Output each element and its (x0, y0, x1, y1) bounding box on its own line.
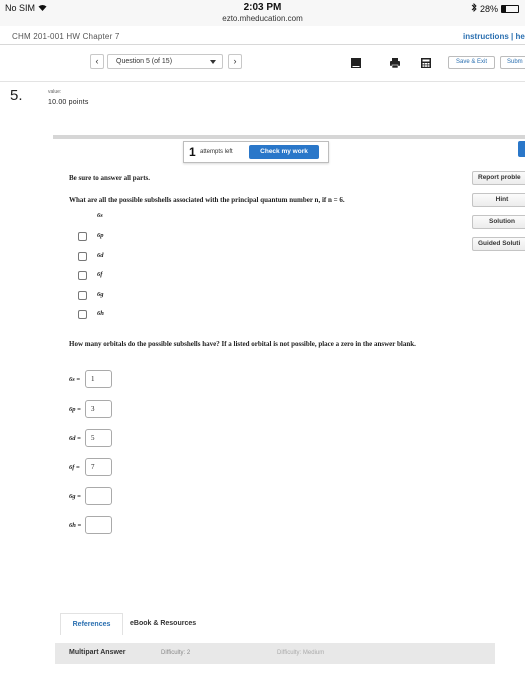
question-select-value: Question 5 (of 15) (116, 58, 173, 65)
option-label: 6d (97, 252, 104, 259)
carrier-label: No SIM (5, 3, 47, 13)
checkbox[interactable] (78, 271, 87, 280)
instructions-link[interactable]: instructions | he (463, 32, 525, 41)
check-my-work-button[interactable]: Check my work (249, 145, 319, 159)
guided-solution-button[interactable]: Guided Soluti (472, 237, 525, 251)
answer-input[interactable]: 3 (85, 400, 112, 418)
answer-label: 6d = (69, 435, 81, 442)
option-label: 6p (97, 232, 104, 239)
answer-label: 6h = (69, 522, 82, 529)
report-problem-button[interactable]: Report proble (472, 171, 525, 185)
answer-input[interactable]: 7 (85, 458, 112, 476)
course-title: CHM 201-001 HW Chapter 7 (12, 32, 120, 41)
tab-ebook-resources[interactable]: eBook & Resources (130, 620, 197, 627)
question-1-text: What are all the possible subshells associated with the principal quantum number n, if n = 6. (69, 196, 345, 204)
checkbox[interactable] (78, 252, 87, 261)
answer-label: 6p = (69, 406, 81, 413)
question-2-text: How many orbitals do the possible subshells have? If a listed orbital is not possible, place a zero in the answer blank. (69, 340, 416, 348)
battery-status (471, 3, 519, 14)
toolbar-divider (0, 81, 525, 82)
difficulty-level: Difficulty: 2 (161, 650, 191, 656)
previous-question-button[interactable]: ‹ (90, 54, 104, 69)
battery-icon (501, 5, 519, 13)
question-select[interactable] (107, 54, 223, 69)
value-label: value: (48, 89, 62, 95)
answer-input[interactable]: 1 (85, 370, 112, 388)
status-time: 2:03 PM (243, 2, 282, 13)
page-url[interactable]: ezto.mheducation.com (222, 14, 303, 23)
answer-label: 6s = (69, 376, 81, 383)
attempts-label: attempts left (200, 149, 233, 155)
attempts-panel (183, 141, 329, 163)
question-info-bar (55, 643, 495, 664)
checkbox[interactable] (78, 232, 87, 241)
option-label: 6s (97, 212, 103, 219)
hint-button[interactable]: Hint (472, 193, 525, 207)
battery-percent: 28% (479, 3, 498, 14)
notepad-icon[interactable] (350, 56, 362, 68)
bluetooth-icon (471, 3, 477, 14)
option-label: 6h (97, 310, 104, 317)
side-panel-tab[interactable] (518, 141, 525, 157)
attempts-count: 1 (189, 145, 196, 159)
submit-button[interactable]: Subm (500, 56, 525, 69)
next-question-button[interactable]: › (228, 54, 242, 69)
save-exit-button[interactable]: Save & Exit (448, 56, 495, 69)
chevron-down-icon (210, 60, 216, 64)
checkbox[interactable] (78, 310, 87, 319)
answer-input[interactable] (85, 487, 112, 505)
instruction-text: Be sure to answer all parts. (69, 174, 151, 182)
answer-label: 6g = (69, 493, 81, 500)
answer-label: 6f = (69, 464, 80, 471)
tab-references[interactable]: References (60, 613, 123, 635)
question-points: 10.00 points (48, 99, 89, 106)
answer-input[interactable]: 5 (85, 429, 112, 447)
question-top-bar (53, 135, 525, 139)
answer-input[interactable] (85, 516, 112, 534)
header-divider (0, 44, 525, 45)
question-type: Multipart Answer (69, 649, 126, 656)
solution-button[interactable]: Solution (472, 215, 525, 229)
option-label: 6f (97, 271, 103, 278)
option-label: 6g (97, 291, 104, 298)
print-icon[interactable] (389, 56, 401, 68)
calculator-icon[interactable] (420, 56, 432, 68)
status-bar (0, 0, 525, 26)
question-number: 5. (10, 87, 23, 104)
difficulty-rating: Difficulty: Medium (277, 650, 325, 656)
checkbox[interactable] (78, 291, 87, 300)
